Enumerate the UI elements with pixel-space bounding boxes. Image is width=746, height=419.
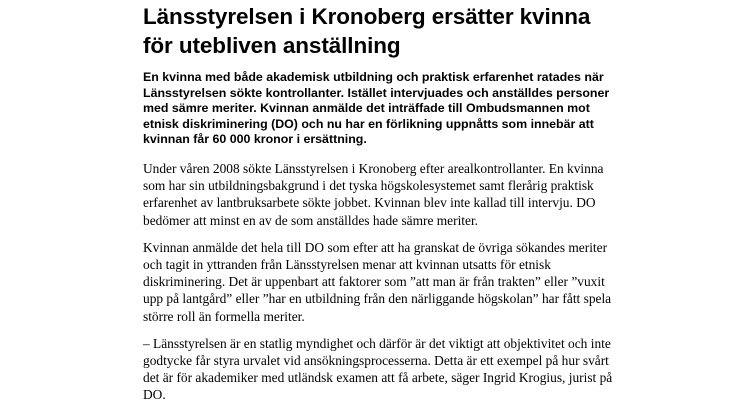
article-headline: Länsstyrelsen i Kronoberg ersätter kvinna för utebliven anställning: [143, 4, 591, 58]
article-paragraph-1: Under våren 2008 sökte Länsstyrelsen i Kronoberg efter arealkontrollanter. En kvinna som har sin utbildningsbakgrund i det tyska högskolesystemet samt flerårig praktisk erfarenhet av lantbruksarbete sökte jobbet. Kvinnan blev inte kallad till intervju. DO bedömer att minst en av de som anställdes hade sämre meriter.: [143, 160, 604, 228]
article: [143, 2, 613, 414]
article-paragraph-2: Kvinnan anmälde det hela till DO som efter att ha granskat de övriga sökandes meriter och tagit in yttranden från Länsstyrelsen menar att kvinnan utsatts för etnisk diskriminering. Det är uppenbart att faktorer som ”att man är från trakten” eller ”vuxit upp på lantgård” eller ”har en utbildning från den närliggande högskolan” har fått spela större roll än formella meriter.: [143, 239, 612, 324]
article-lead: En kvinna med både akademisk utbildning och praktisk erfarenhet ratades när Länsstyrelsen sökte kontrollanter. Istället intervjuades och anställdes personer med sämre meriter. Kvinnan anmälde det inträffade till Ombudsmannen mot etnisk diskriminering (DO) och nu har en förlikning uppnåtts som innebär att kvinnan får 60 000 kronor i ersättning.: [143, 70, 610, 147]
article-paragraph-3: – Länsstyrelsen är en statlig myndighet och därför är det viktigt att objektivitet och inte godtycke får styra urvalet vid ansökningsprocesserna. Detta är ett exempel på hur svårt det är för akademiker med utländsk examen att få arbete, säger Ingrid Krogius, jurist på DO.: [143, 335, 613, 403]
